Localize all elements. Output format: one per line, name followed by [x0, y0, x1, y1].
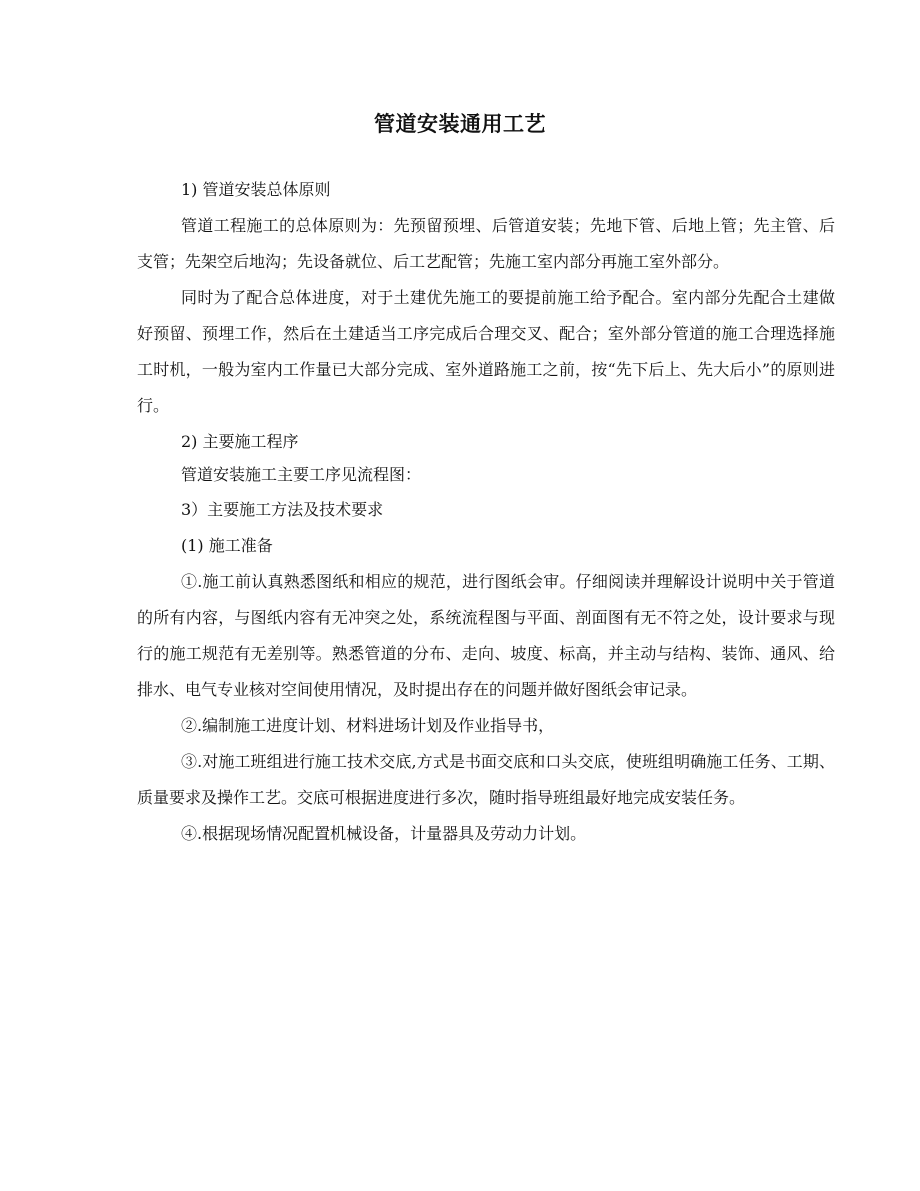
section-heading-1: 1) 管道安装总体原则 — [181, 180, 331, 199]
list-item-4: ④.根据现场情况配置机械设备，计量器具及劳动力计划。 — [181, 824, 587, 843]
document-title: 管道安装通用工艺 — [374, 111, 546, 136]
section-heading-3: 3）主要施工方法及技术要求 — [181, 500, 384, 519]
paragraph-principles: 管道工程施工的总体原则为：先预留预埋、后管道安装；先地下管、后地上管；先主管、后支管；先架空后地沟；先设备就位、后工艺配管；先施工室内部分再施工室外部分。 — [137, 216, 835, 271]
subsection-heading-preparation: (1) 施工准备 — [181, 536, 273, 555]
list-item-1: ①.施工前认真熟悉图纸和相应的规范，进行图纸会审。仔细阅读并理解设计说明中关于管道的所有内容，与图纸内容有无冲突之处，系统流程图与平面、剖面图有无不符之处，设计要求与现行的施工规范有无差别等。熟悉管道的分布、走向、坡度、标高，并主动与结构、装饰、通风、给排水、电气专业核对空间使用情况，及时提出存在的问题并做好图纸会审记录。 — [137, 572, 835, 699]
section-heading-2: 2) 主要施工程序 — [181, 432, 299, 451]
document-body — [137, 172, 835, 852]
paragraph-coordination: 同时为了配合总体进度，对于土建优先施工的要提前施工给予配合。室内部分先配合土建做好预留、预埋工作，然后在土建适当工序完成后合理交叉、配合；室外部分管道的施工合理选择施工时机，一般为室内工作量已大部分完成、室外道路施工之前，按“先下后上、先大后小”的原则进行。 — [137, 288, 835, 415]
list-item-2: ②.编制施工进度计划、材料进场计划及作业指导书， — [181, 716, 555, 735]
list-item-3: ③.对施工班组进行施工技术交底,方式是书面交底和口头交底，使班组明确施工任务、工期、质量要求及操作工艺。交底可根据进度进行多次，随时指导班组最好地完成安装任务。 — [137, 752, 835, 807]
paragraph-flowchart-note: 管道安装施工主要工序见流程图： — [181, 465, 422, 484]
